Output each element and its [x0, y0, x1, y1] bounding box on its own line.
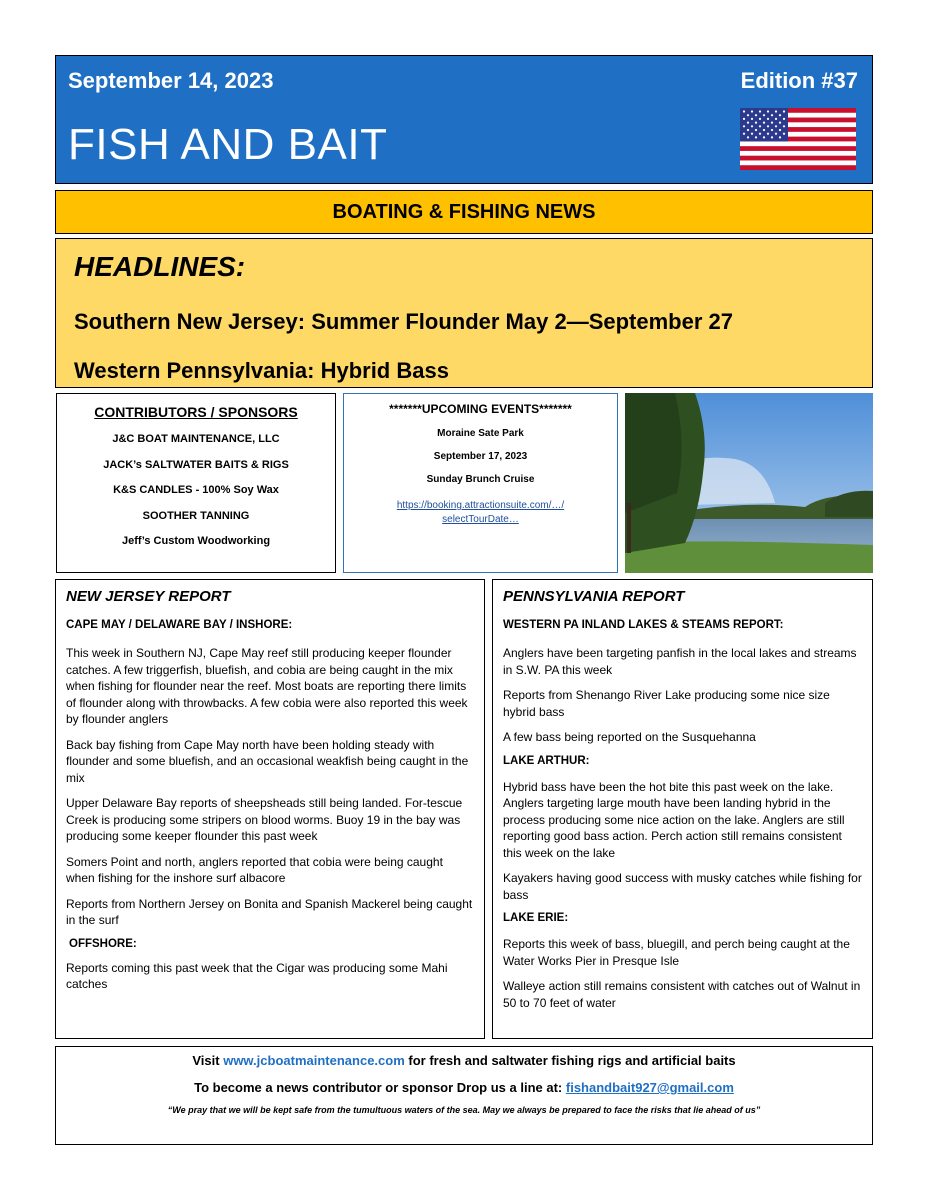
pa-inland-heading: WESTERN PA INLAND LAKES & STEAMS REPORT:: [503, 619, 784, 631]
sponsors-box: [56, 393, 336, 573]
event-booking-link[interactable]: [344, 499, 617, 527]
pa-paragraph: Hybrid bass have been the hot bite this past week on the lake. Anglers targeting large mouth have been landing hybrid in the process producing some nice action on the lake. Anglers are still reporting good bass action. Perch action still remains consistent this week on the lake: [503, 779, 845, 860]
masthead: [55, 55, 873, 184]
sponsor-item: K&S CANDLES - 100% Soy Wax: [113, 484, 279, 496]
prayer-quote: “We pray that we will be kept safe from the tumultuous waters of the sea. May we always be prepared to face the risks that lie ahead of us”: [167, 1105, 761, 1115]
issue-date: September 14, 2023: [68, 68, 274, 93]
us-flag-icon: [740, 108, 856, 170]
pa-paragraph: Anglers have been targeting panfish in the local lakes and streams in S.W. PA this week: [503, 646, 857, 677]
pa-report-title: PENNSYLVANIA REPORT: [503, 588, 685, 605]
website-link[interactable]: www.jcboatmaintenance.com: [223, 1053, 405, 1068]
new-jersey-report: [55, 579, 485, 1039]
pa-erie-heading: LAKE ERIE:: [503, 912, 569, 924]
pennsylvania-report: [492, 579, 873, 1039]
nj-paragraph: This week in Southern NJ, Cape May reef still producing keeper flounder catches. A few triggerfish, bluefish, and cobia are being caught in the mix when fishing for flounder near the reef. Most boats are reporting there limits of flounder along with throwbacks. A few cobia were also reported this week by flounder anglers: [66, 646, 468, 726]
sponsor-item: J&C BOAT MAINTENANCE, LLC: [112, 433, 280, 445]
nj-paragraph: Somers Point and north, anglers reported that cobia were being caught when fishing for the inshore surf albacore: [66, 854, 443, 885]
contact-line: [56, 1080, 872, 1095]
email-link[interactable]: fishandbait927@gmail.com: [565, 1080, 734, 1095]
footer-box: [55, 1046, 873, 1145]
pa-arthur-heading: LAKE ARTHUR:: [503, 754, 590, 767]
nj-paragraph: Upper Delaware Bay reports of sheepsheads still being landed. For-tescue Creek is producing some stripers on blood worms. Buoy 19 in the bay was producing some keeper flounder this past week: [66, 796, 463, 843]
headlines-box: [55, 238, 873, 388]
event-date: September 17, 2023: [433, 451, 528, 462]
event-location: Moraine Sate Park: [437, 428, 524, 439]
nj-offshore-paragraph: Reports coming this past week that the Cigar was producing some Mahi catches: [66, 960, 448, 991]
sponsors-list: [57, 433, 335, 561]
nj-report-title: NEW JERSEY REPORT: [66, 588, 231, 605]
upcoming-events-box: [343, 393, 618, 573]
pa-paragraph: Reports this week of bass, bluegill, and perch being caught at the Water Works Pier in Presque Isle: [503, 937, 850, 968]
visit-line: [56, 1053, 872, 1068]
edition-number: Edition #37: [740, 68, 858, 93]
section-banner: BOATING & FISHING NEWS: [55, 190, 873, 234]
event-link-line2: selectTourDate…: [442, 514, 519, 525]
nj-section-heading: CAPE MAY / DELAWARE BAY / INSHORE:: [66, 619, 293, 631]
visit-suffix: for fresh and saltwater fishing rigs and artificial baits: [404, 1053, 736, 1068]
visit-prefix: Visit: [192, 1053, 224, 1068]
pa-paragraph: A few bass being reported on the Susquehanna: [503, 730, 756, 744]
sponsors-title: CONTRIBUTORS / SPONSORS: [94, 404, 298, 420]
pa-paragraph: Reports from Shenango River Lake producing some nice size hybrid bass: [503, 688, 830, 719]
sponsor-item: JACK’s SALTWATER BAITS & RIGS: [103, 458, 289, 471]
events-title: *******UPCOMING EVENTS*******: [389, 402, 572, 416]
nj-paragraph: Reports from Northern Jersey on Bonita and Spanish Mackerel being caught in the surf: [66, 896, 473, 927]
headline-item: Western Pennsylvania: Hybrid Bass: [74, 358, 449, 383]
newsletter-title: FISH AND BAIT: [68, 120, 388, 169]
contact-prefix: To become a news contributor or sponsor Drop us a line at:: [194, 1080, 566, 1095]
headlines-title: HEADLINES:: [74, 251, 246, 282]
pa-paragraph: Kayakers having good success with musky catches while fishing for bass: [503, 871, 862, 902]
sponsor-item: SOOTHER TANNING: [142, 509, 250, 522]
lake-photo: [625, 393, 873, 573]
nj-paragraph: Back bay fishing from Cape May north have been holding steady with flounder and some bluefish, and an occasional weakfish being caught in the mix: [66, 737, 469, 785]
pa-paragraph: Walleye action still remains consistent with catches out of Walnut in 50 to 70 feet of water: [503, 979, 861, 1010]
event-name: Sunday Brunch Cruise: [426, 474, 535, 485]
nj-offshore-heading: OFFSHORE:: [69, 937, 137, 950]
sponsor-item: Jeff’s Custom Woodworking: [121, 535, 271, 547]
headline-item: Southern New Jersey: Summer Flounder May 2—September 27: [74, 309, 733, 334]
event-link-line1: https://booking.attractionsuite.com/…/: [396, 500, 565, 511]
